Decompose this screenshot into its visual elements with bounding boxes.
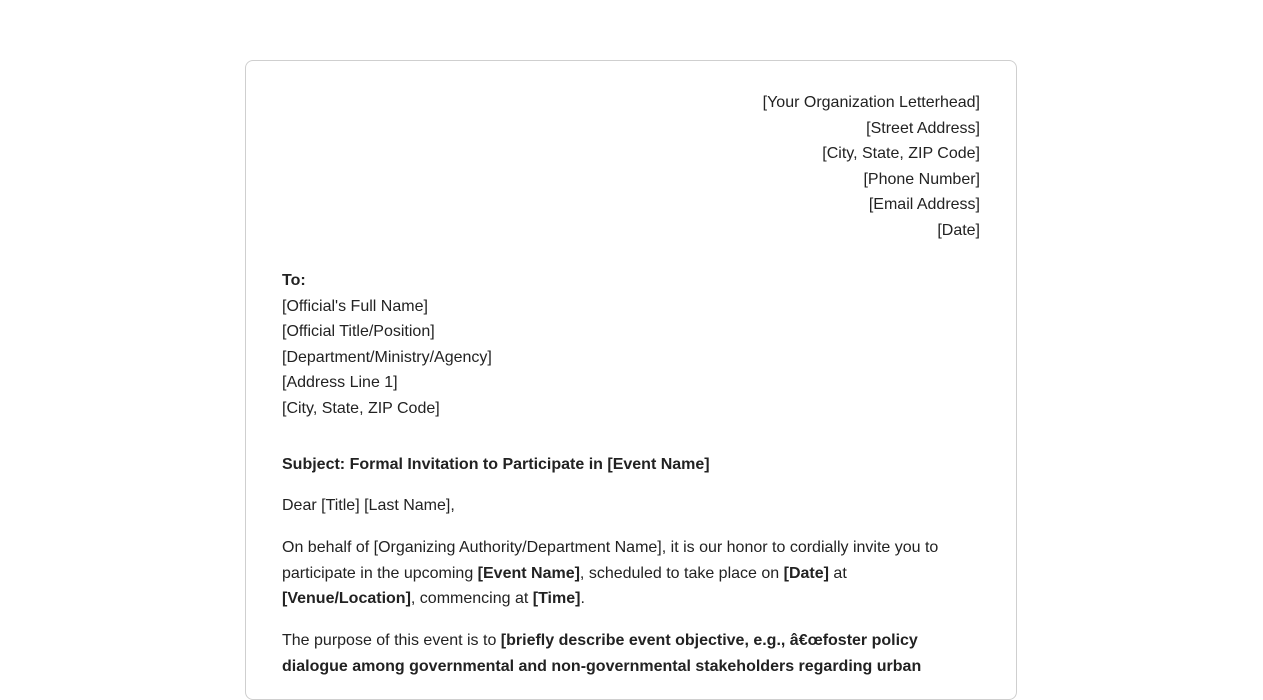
recipient-city: [City, State, ZIP Code] bbox=[282, 399, 440, 417]
para1-time: [Time] bbox=[532, 590, 581, 608]
sender-street: [Street Address] bbox=[866, 119, 980, 137]
sender-city: [City, State, ZIP Code] bbox=[822, 145, 980, 163]
body-paragraph-2 bbox=[282, 628, 962, 679]
para1-venue: [Venue/Location] bbox=[282, 590, 411, 608]
body-paragraph-1 bbox=[282, 535, 962, 612]
para2-objective: [briefly describe event objective, e.g., â€œfoster policy dialogue among governmental and non-governmental stakeholders regarding urban bbox=[282, 632, 922, 675]
salutation: Dear [Title] [Last Name], bbox=[282, 497, 455, 514]
recipient-block bbox=[282, 268, 492, 422]
para1-text-3: at bbox=[828, 564, 847, 582]
recipient-title: [Official Title/Position] bbox=[282, 323, 435, 341]
para1-date: [Date] bbox=[783, 564, 829, 582]
subject-line: Subject: Formal Invitation to Participate in [Event Name] bbox=[282, 456, 710, 473]
sender-date: [Date] bbox=[937, 221, 980, 239]
recipient-address: [Address Line 1] bbox=[282, 374, 398, 392]
para1-text-4: , commencing at bbox=[410, 590, 533, 608]
letter-card bbox=[245, 60, 1017, 700]
recipient-department: [Department/Ministry/Agency] bbox=[282, 348, 492, 366]
sender-letterhead: [Your Organization Letterhead] bbox=[762, 94, 980, 111]
sender-phone: [Phone Number] bbox=[863, 170, 980, 188]
para1-text-2: , scheduled to take place on bbox=[579, 564, 784, 582]
sender-email: [Email Address] bbox=[868, 196, 980, 214]
para2-text-1: The purpose of this event is to bbox=[282, 632, 501, 649]
to-label: To: bbox=[282, 272, 306, 289]
recipient-name: [Official's Full Name] bbox=[282, 297, 428, 315]
para1-text-5: . bbox=[580, 590, 585, 608]
para1-text-1: On behalf of [Organizing Authority/Department Name], it is our honor to cordially invite you to participate in the upcoming bbox=[282, 539, 939, 582]
sender-block bbox=[763, 90, 980, 244]
para1-event-name: [Event Name] bbox=[477, 564, 580, 582]
